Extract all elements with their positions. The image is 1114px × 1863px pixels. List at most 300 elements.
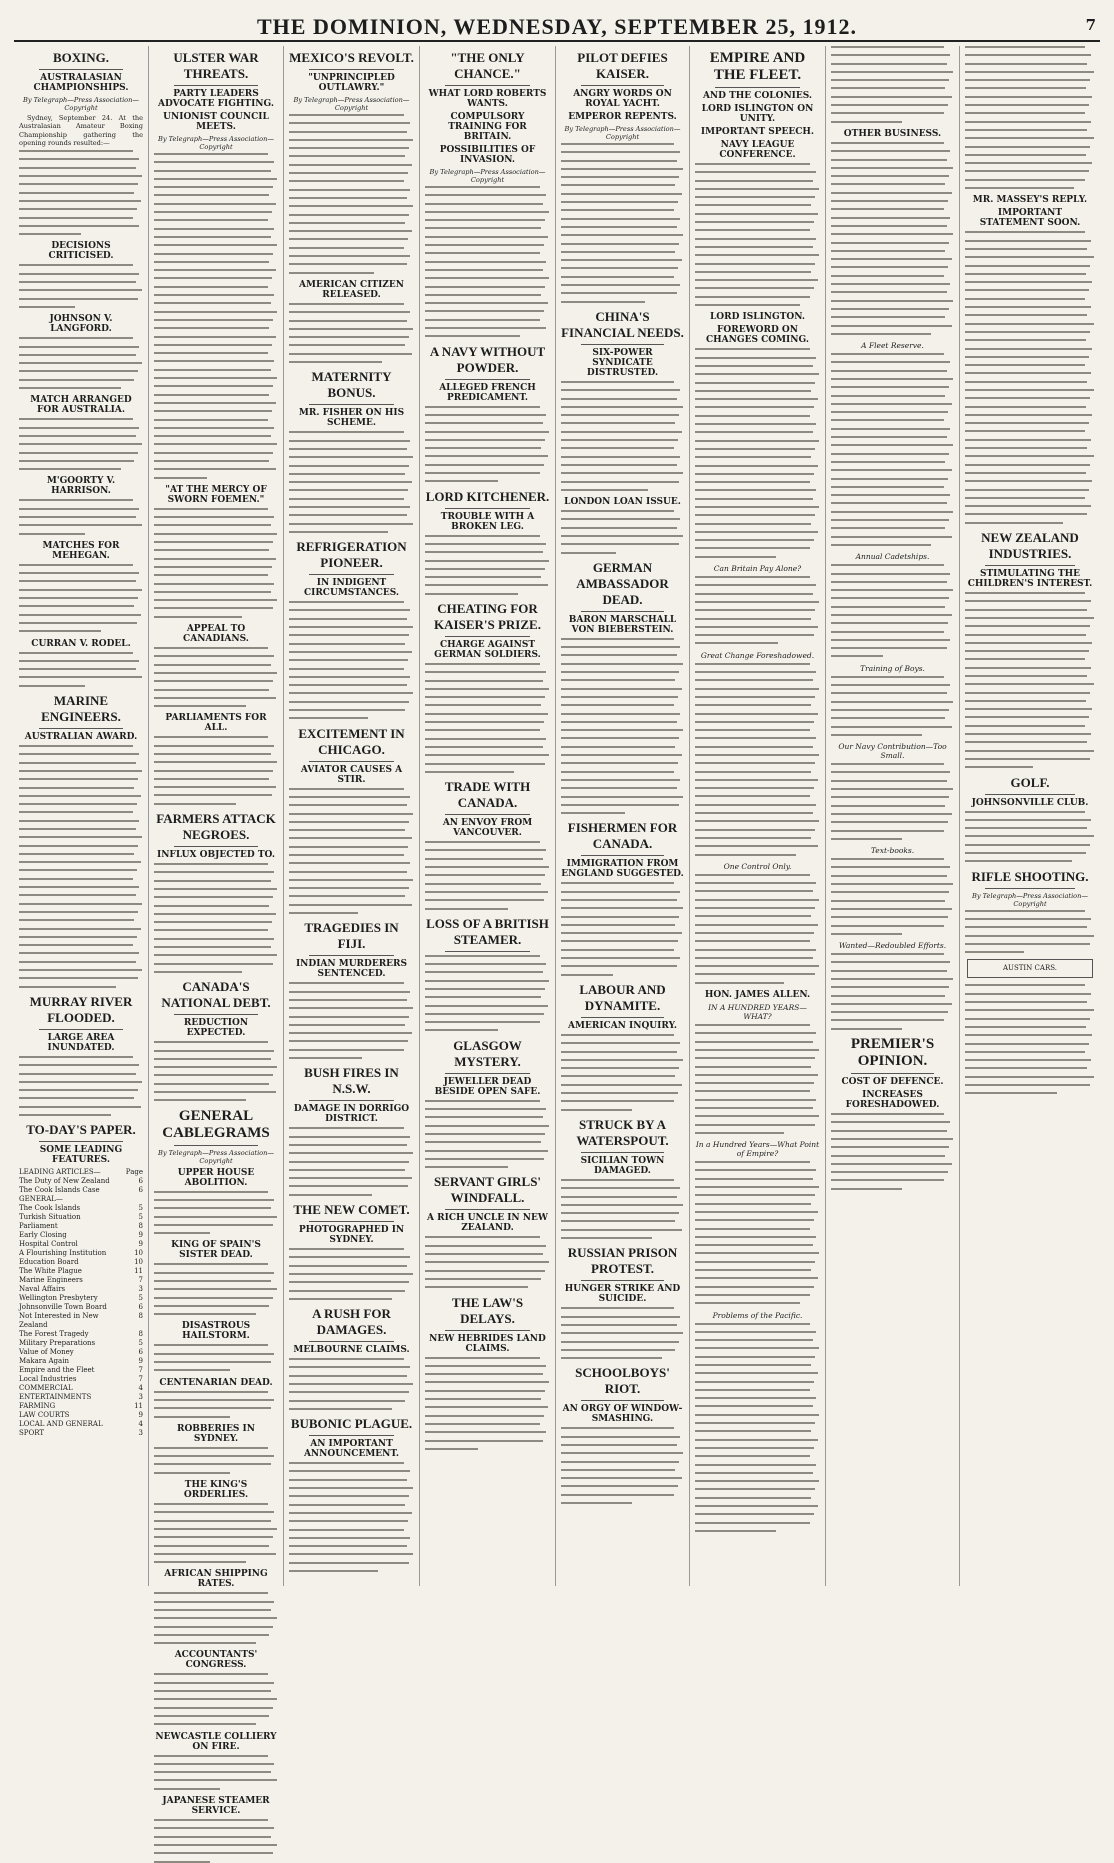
text-line	[561, 209, 674, 211]
rule	[309, 1100, 394, 1101]
text-line	[965, 642, 1092, 644]
article-body	[154, 1503, 278, 1563]
article-body	[831, 46, 954, 123]
text-line	[965, 273, 1086, 275]
text-line	[425, 899, 544, 901]
text-line	[965, 137, 1094, 139]
headline: RIFLE SHOOTING.	[971, 868, 1089, 884]
text-line	[289, 999, 407, 1001]
text-line	[831, 183, 945, 185]
headline: GOLF.	[1010, 774, 1050, 790]
article-body	[154, 863, 278, 973]
text-line	[561, 276, 674, 278]
text-line	[19, 853, 134, 855]
text-line	[19, 936, 137, 938]
contents-item	[19, 1384, 143, 1393]
text-line	[831, 242, 949, 244]
text-line	[695, 899, 819, 901]
text-line	[965, 489, 1089, 491]
text-line	[561, 804, 679, 806]
contents-label: The Cook Islands	[19, 1204, 81, 1213]
headline: REFRIGERATION PIONEER.	[296, 539, 407, 571]
text-line	[19, 264, 133, 266]
text-line	[154, 468, 276, 470]
text-line	[695, 1082, 814, 1084]
text-line	[561, 431, 682, 433]
text-line	[561, 1220, 675, 1222]
text-line	[561, 1307, 674, 1309]
text-line	[425, 1245, 546, 1247]
article-body	[154, 1263, 278, 1315]
contents-item	[19, 1339, 143, 1348]
text-line	[19, 668, 136, 670]
article-body	[561, 638, 684, 814]
text-line	[19, 167, 136, 169]
subheadline: "UNPRINCIPLED OUTLAWRY."	[308, 73, 395, 93]
rule	[581, 1280, 664, 1281]
subheadline: AFRICAN SHIPPING RATES.	[164, 1569, 268, 1590]
subheadline: JEWELLER DEAD BESIDE OPEN SAFE.	[434, 1076, 541, 1097]
text-line	[154, 1553, 276, 1555]
text-line	[561, 713, 680, 715]
text-line	[695, 907, 815, 909]
contents-page: 10	[134, 1249, 143, 1258]
text-line	[561, 949, 674, 951]
contents-item	[19, 1303, 143, 1312]
text-line	[154, 1626, 273, 1628]
contents-label: Empire and the Fleet	[19, 1366, 95, 1375]
text-line	[831, 511, 953, 513]
text-line	[561, 389, 680, 391]
byline: By Telegraph—Press Association—Copyright	[564, 125, 681, 141]
rule	[581, 85, 664, 86]
text-line	[154, 736, 268, 738]
headline: LOSS OF A BRITISH STEAMER.	[426, 915, 549, 947]
text-line	[561, 151, 680, 153]
text-line	[695, 965, 819, 967]
headline: THE LAW'S DELAYS.	[451, 1294, 524, 1326]
rule	[985, 565, 1075, 566]
text-line	[154, 1545, 269, 1547]
text-line	[19, 233, 81, 235]
text-line	[695, 1447, 814, 1449]
text-line	[695, 812, 813, 814]
headline: TO-DAY'S PAPER.	[26, 1122, 136, 1138]
text-line	[695, 481, 810, 483]
rule	[581, 1017, 664, 1018]
text-line	[19, 298, 138, 300]
text-line	[154, 761, 277, 763]
text-line	[561, 1502, 632, 1504]
article-body	[425, 1100, 550, 1168]
section-subhead: One Control Only.	[723, 861, 792, 871]
article-body	[695, 576, 820, 644]
text-line	[19, 589, 142, 591]
text-line	[965, 951, 1024, 953]
subheadline: ALLEGED FRENCH PREDICAMENT.	[439, 382, 536, 403]
text-line	[561, 729, 683, 731]
text-line	[695, 1405, 813, 1407]
text-line	[965, 281, 1092, 283]
text-line	[289, 846, 408, 848]
text-line	[695, 539, 814, 541]
article-body	[154, 1344, 278, 1371]
text-line	[695, 737, 816, 739]
text-line	[425, 422, 543, 424]
text-line	[154, 385, 273, 387]
contents-page	[129, 1195, 143, 1204]
text-line	[695, 915, 811, 917]
text-line	[289, 465, 409, 467]
text-line	[289, 837, 412, 839]
text-line	[289, 1049, 404, 1051]
text-line	[154, 938, 274, 940]
subheadline: COST OF DEFENCE.	[841, 1077, 944, 1088]
article-body	[965, 984, 1095, 1094]
text-line	[831, 916, 948, 918]
text-line	[154, 1707, 273, 1709]
text-line	[154, 1561, 246, 1563]
byline: By Telegraph—Press Association—Copyright	[158, 1148, 274, 1165]
rule	[309, 404, 394, 405]
text-line	[695, 721, 814, 723]
text-line	[561, 1067, 679, 1069]
contents-page: 3	[138, 1393, 143, 1402]
article-body	[19, 564, 143, 632]
contents-label: Military Preparations	[19, 1339, 96, 1348]
text-line	[831, 486, 944, 488]
rule	[309, 1221, 394, 1222]
text-line	[19, 745, 133, 747]
text-line	[695, 779, 818, 781]
text-line	[695, 1455, 810, 1457]
text-line	[831, 564, 944, 566]
text-line	[425, 211, 549, 213]
text-line	[965, 634, 1086, 636]
text-line	[965, 121, 1091, 123]
text-line	[695, 1347, 819, 1349]
text-line	[965, 766, 1033, 768]
text-line	[289, 1177, 412, 1179]
rule	[174, 1014, 258, 1015]
text-line	[425, 963, 546, 965]
text-line	[695, 1397, 816, 1399]
subheadline: LORD ISLINGTON.	[709, 312, 806, 323]
article-body	[19, 264, 143, 307]
contents-item	[19, 1357, 143, 1366]
text-line	[425, 1141, 541, 1143]
text-line	[695, 465, 818, 467]
text-line	[831, 1019, 944, 1021]
contents-label: Not Interested in New Zealand	[19, 1312, 99, 1330]
text-line	[695, 1331, 816, 1333]
contents-page: 3	[138, 1429, 143, 1438]
text-line	[154, 1634, 269, 1636]
text-line	[425, 721, 544, 723]
text-line	[19, 1114, 111, 1116]
text-line	[425, 841, 540, 843]
text-line	[831, 419, 944, 421]
text-line	[695, 746, 813, 748]
text-line	[425, 319, 540, 321]
text-line	[695, 1389, 810, 1391]
page-number: 7	[1085, 16, 1096, 34]
text-line	[695, 1269, 811, 1271]
rule	[39, 728, 123, 729]
byline: By Telegraph—Press Association—Copyright	[429, 168, 546, 184]
subheadline: MELBOURNE CLAIMS.	[293, 1345, 410, 1356]
text-line	[695, 1261, 815, 1263]
text-line	[425, 1381, 549, 1383]
text-line	[965, 827, 1087, 829]
text-line	[154, 929, 268, 931]
subheadline: SIX-POWER SYNDICATE DISTRUSTED.	[586, 347, 659, 378]
text-line	[561, 168, 683, 170]
article-body	[561, 1307, 684, 1359]
text-line	[154, 452, 273, 454]
subheadline: INFLUX OBJECTED TO.	[157, 850, 275, 861]
text-line	[154, 549, 269, 551]
subheadline: LARGE AREA INUNDATED.	[47, 1032, 115, 1053]
text-line	[695, 531, 818, 533]
text-line	[289, 255, 410, 257]
text-line	[289, 222, 405, 224]
text-line	[831, 96, 952, 98]
text-line	[695, 263, 815, 265]
text-line	[561, 160, 677, 162]
text-line	[695, 382, 815, 384]
text-line	[561, 1237, 652, 1239]
text-line	[965, 1076, 1094, 1078]
text-line	[154, 583, 274, 585]
text-line	[695, 1464, 816, 1466]
text-line	[695, 1430, 811, 1432]
text-line	[695, 1211, 818, 1213]
contents-label: The White Plague	[19, 1267, 82, 1276]
text-line	[831, 175, 949, 177]
text-line	[289, 1408, 392, 1410]
text-line	[561, 704, 674, 706]
text-line	[154, 803, 236, 805]
text-line	[695, 829, 815, 831]
text-line	[831, 961, 950, 963]
text-line	[695, 663, 810, 665]
text-line	[695, 1124, 815, 1126]
text-line	[965, 852, 1086, 854]
rule	[581, 1400, 664, 1401]
text-line	[695, 940, 810, 942]
text-line	[154, 244, 277, 246]
contents-label: ENTERTAINMENTS	[19, 1393, 92, 1402]
subheadline: ANGRY WORDS ON ROYAL YACHT.	[573, 89, 672, 109]
text-line	[154, 1083, 269, 1085]
text-line	[561, 654, 677, 656]
contents-page: 6	[138, 1186, 143, 1195]
contents-page: 8	[138, 1312, 143, 1321]
text-line	[695, 296, 810, 298]
text-line	[154, 1763, 274, 1765]
text-line	[695, 1049, 819, 1051]
text-line	[831, 734, 922, 736]
text-line	[425, 1108, 546, 1110]
text-line	[154, 1199, 274, 1201]
text-line	[965, 700, 1086, 702]
text-line	[19, 524, 142, 526]
text-line	[695, 618, 811, 620]
text-line	[425, 302, 548, 304]
contents-label: Marine Engineers	[19, 1276, 83, 1285]
text-line	[19, 820, 139, 822]
subheadline: BARON MARSCHALL VON BIEBERSTEIN.	[568, 614, 677, 635]
text-line	[965, 314, 1087, 316]
text-line	[831, 581, 947, 583]
text-line	[561, 414, 679, 416]
text-line	[831, 639, 950, 641]
text-line	[19, 200, 141, 202]
text-line	[289, 189, 410, 191]
text-line	[289, 676, 410, 678]
text-line	[695, 771, 811, 773]
text-line	[289, 788, 404, 790]
article-body	[425, 535, 550, 595]
subheadline: AUSTRALIAN AWARD.	[24, 732, 138, 743]
article-body	[831, 564, 954, 657]
subheadline: AVIATOR CAUSES A STIR.	[300, 764, 403, 785]
text-line	[965, 248, 1087, 250]
text-line	[695, 762, 815, 764]
text-line	[425, 1365, 546, 1367]
text-line	[561, 737, 679, 739]
text-line	[154, 786, 276, 788]
text-line	[425, 464, 544, 466]
text-line	[965, 447, 1087, 449]
section-subhead: A Fleet Reserve.	[861, 341, 924, 351]
text-line	[154, 1207, 271, 1209]
text-line	[154, 1472, 230, 1474]
text-line	[19, 533, 85, 535]
text-line	[425, 194, 546, 196]
text-line	[965, 331, 1090, 333]
text-line	[695, 1497, 811, 1499]
contents-item	[19, 1222, 143, 1231]
text-line	[425, 704, 541, 706]
text-line	[561, 899, 677, 901]
article-body	[561, 143, 684, 303]
text-line	[425, 988, 545, 990]
text-line	[425, 1423, 540, 1425]
text-line	[561, 184, 675, 186]
text-line	[425, 874, 545, 876]
text-line	[289, 821, 409, 823]
text-line	[561, 1469, 675, 1471]
text-line	[561, 527, 677, 529]
text-line	[154, 1528, 277, 1530]
text-line	[965, 480, 1092, 482]
text-line	[154, 394, 269, 396]
text-line	[831, 1113, 944, 1115]
text-line	[831, 150, 950, 152]
text-line	[561, 1196, 677, 1198]
headline: STRUCK BY A WATERSPOUT.	[576, 1116, 669, 1148]
subheadline: AMERICAN CITIZEN RELEASED.	[299, 279, 404, 300]
text-line	[561, 259, 682, 261]
text-line	[154, 1391, 268, 1393]
text-line	[965, 348, 1092, 350]
article-body	[19, 150, 143, 235]
contents-label: Wellington Presbytery	[19, 1294, 98, 1303]
text-line	[561, 957, 680, 959]
text-line	[154, 1455, 274, 1457]
text-line	[831, 883, 953, 885]
text-line	[831, 250, 945, 252]
article-body	[289, 114, 414, 274]
text-line	[561, 891, 680, 893]
text-line	[561, 1179, 674, 1181]
article-body	[154, 1673, 278, 1725]
text-line	[19, 516, 136, 518]
text-line	[154, 524, 271, 526]
text-line	[561, 510, 674, 512]
text-line	[289, 717, 368, 719]
text-line	[154, 410, 272, 412]
text-line	[561, 907, 683, 909]
text-line	[831, 403, 952, 405]
text-line	[695, 729, 810, 731]
text-line	[561, 1444, 677, 1446]
text-line	[154, 1827, 274, 1829]
text-line	[154, 360, 274, 362]
headline: CHINA'S FINANCIAL NEEDS.	[561, 308, 684, 340]
text-line	[289, 634, 409, 636]
text-line	[561, 940, 678, 942]
text-line	[831, 1155, 945, 1157]
headline: MATERNITY BONUS.	[311, 369, 392, 401]
text-line	[965, 860, 1072, 862]
subheadline: POSSIBILITIES OF INVASION.	[439, 145, 536, 165]
text-line	[19, 1064, 139, 1066]
text-line	[831, 266, 948, 268]
text-line	[965, 397, 1090, 399]
text-line	[154, 228, 274, 230]
text-line	[695, 1178, 813, 1180]
text-line	[154, 1861, 210, 1863]
text-line	[425, 1013, 544, 1015]
subheadline: JOHNSON V. LANGFORD.	[49, 314, 113, 335]
text-line	[561, 1109, 632, 1111]
rule	[309, 574, 394, 575]
text-line	[965, 1018, 1090, 1020]
text-line	[425, 269, 543, 271]
text-line	[831, 900, 945, 902]
text-line	[154, 277, 272, 279]
headline: TRADE WITH CANADA.	[444, 779, 531, 811]
text-line	[289, 147, 409, 149]
text-line	[965, 522, 1063, 524]
text-line	[289, 1570, 378, 1572]
text-line	[831, 291, 947, 293]
text-line	[695, 1488, 815, 1490]
text-line	[561, 267, 678, 269]
text-line	[154, 1617, 277, 1619]
text-line	[19, 1106, 141, 1108]
text-line	[289, 353, 412, 355]
subheadline: MATCH ARRANGED FOR AUSTRALIA.	[30, 395, 132, 416]
text-line	[425, 327, 546, 329]
text-line	[561, 882, 674, 884]
text-line	[831, 104, 948, 106]
text-line	[425, 1253, 543, 1255]
text-line	[561, 1357, 662, 1359]
